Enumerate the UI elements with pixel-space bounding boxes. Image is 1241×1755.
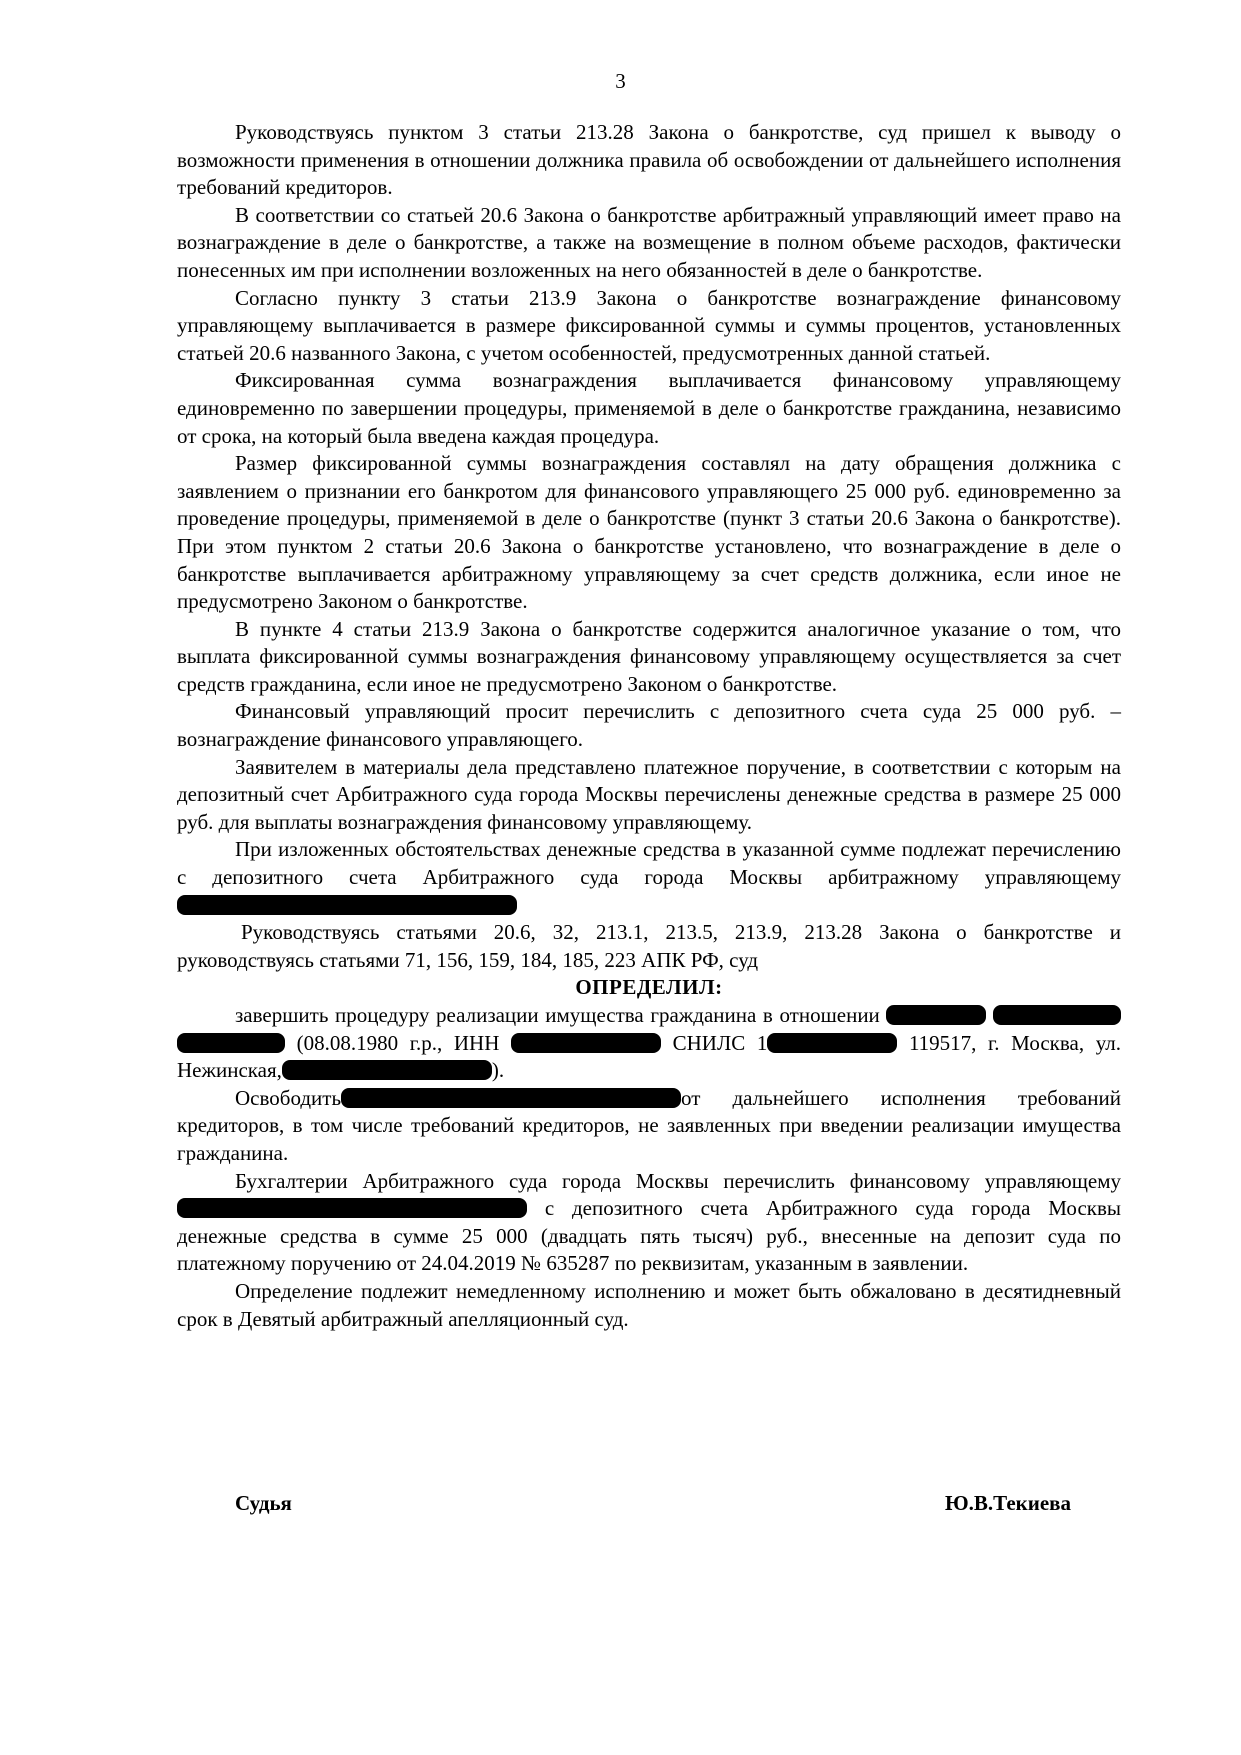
ruling-item-4: Определение подлежит немедленному исполнению и может быть обжаловано в десятидневный срок в Девятый арбитражный апелляционный суд. [177, 1278, 1121, 1331]
page-number: 3 [615, 69, 626, 93]
ruling-item-2 [177, 1085, 1121, 1168]
redaction-block [767, 1033, 897, 1053]
ruling-heading: ОПРЕДЕЛИЛ: [575, 975, 723, 1000]
paragraph-6: В пункте 4 статьи 213.9 Закона о банкротстве содержится аналогичное указание о том, что выплата фиксированной суммы вознаграждения финансовому управляющему осуществляется за счет средств гражданина, если иное не предусмотрено Законом о банкротстве. [177, 616, 1121, 696]
ruling-item-1-text-e: ). [491, 1058, 505, 1083]
judge-name: Ю.В.Текиева [944, 1491, 1071, 1515]
document-body [177, 119, 1121, 1333]
ruling-item-3-text-b: с депозитного счета Арбитражного суда города Москвы денежные средства в сумме 25 000 (двадцать пять тысяч) руб., внесенные на депозит суда по платежному поручению от 24.04.2019 № 635287 по реквизитам, указанным в заявлении. [177, 1196, 1122, 1276]
redaction-block [341, 1088, 681, 1108]
ruling-item-2-text-a: Освободить [235, 1085, 342, 1110]
ruling-item-3-text-a: Бухгалтерии Арбитражного суда города Москвы перечислить финансовому управляющему [235, 1168, 1121, 1193]
paragraph-1: Руководствуясь пунктом 3 статьи 213.28 Закона о банкротстве, суд пришел к выводу о возможности применения в отношении должника правила об освобождении от дальнейшего исполнения требований кредиторов. [177, 120, 1121, 200]
redaction-block [993, 1005, 1121, 1025]
paragraph-10: Руководствуясь статьями 20.6, 32, 213.1, 213.5, 213.9, 213.28 Закона о банкротстве и руководствуясь статьями 71, 156, 159, 184, 185, 223 АПК РФ, суд [177, 920, 1121, 972]
redaction-block [177, 1033, 285, 1053]
paragraph-9-text: При изложенных обстоятельствах денежные средства в указанной сумме подлежат перечислению с депозитного счета Арбитражного суда города Москвы арбитражному управляющему [177, 837, 1121, 890]
paragraph-2: В соответствии со статьей 20.6 Закона о банкротстве арбитражный управляющий имеет право на вознаграждение в деле о банкротстве, а также на возмещение в полном объеме расходов, фактически понесенных им при исполнении возложенных на него обязанностей в деле о банкротстве. [177, 202, 1121, 282]
paragraph-3: Согласно пункту 3 статьи 213.9 Закона о банкротстве вознаграждение финансовому управляющему выплачивается в размере фиксированной суммы и суммы процентов, установленных статьей 20.6 названного Закона, с учетом особенностей, предусмотренных данной статьей. [177, 285, 1121, 365]
redaction-block [177, 895, 517, 915]
ruling-item-1 [177, 1002, 1121, 1085]
paragraph-8: Заявителем в материалы дела представлено платежное поручение, в соответствии с которым на депозитный счет Арбитражного суда города Москвы перечислены денежные средства в размере 25 000 руб. для выплаты вознаграждения финансовому управляющему. [177, 754, 1121, 834]
paragraph-5: Размер фиксированной суммы вознаграждения составлял на дату обращения должника с заявлением о признании его банкротом для финансового управляющего 25 000 руб. единовременно за проведение процедуры, применяемой в деле о банкротстве (пункт 3 статьи 20.6 Закона о банкротстве). При этом пунктом 2 статьи 20.6 Закона о банкротстве установлено, что вознаграждение в деле о банкротстве выплачивается арбитражному управляющему за счет средств должника, если иное не предусмотрено Законом о банкротстве. [177, 451, 1121, 614]
paragraph-4: Фиксированная сумма вознаграждения выплачивается финансовому управляющему единовременно по завершении процедуры, применяемой в деле о банкротстве гражданина, независимо от срока, на который была введена каждая процедура. [177, 368, 1121, 448]
paragraph-9 [177, 836, 1121, 919]
ruling-item-3 [177, 1168, 1121, 1278]
judge-title: Судья [235, 1491, 292, 1515]
ruling-item-1-text-a: завершить процедуру реализации имущества гражданина в отношении [235, 1003, 880, 1027]
ruling-item-1-text-c: СНИЛС 1 [672, 1030, 768, 1055]
paragraph-7: Финансовый управляющий просит перечислить с депозитного счета суда 25 000 руб. – вознаграждение финансового управляющего. [177, 699, 1121, 752]
ruling-item-1-text-d: 119517, г. Москва, ул. Нежинская, [177, 1030, 1122, 1083]
redaction-block [886, 1005, 986, 1025]
redaction-block [511, 1033, 661, 1053]
redaction-block [282, 1060, 492, 1080]
ruling-item-2-text-b: от дальнейшего исполнения требований кредиторов, в том числе требований кредиторов, не заявленных при введении реализации имущества гражданина. [177, 1085, 1121, 1165]
redaction-block [177, 1198, 527, 1218]
ruling-item-1-text-b: (08.08.1980 г.р., ИНН [296, 1030, 500, 1055]
